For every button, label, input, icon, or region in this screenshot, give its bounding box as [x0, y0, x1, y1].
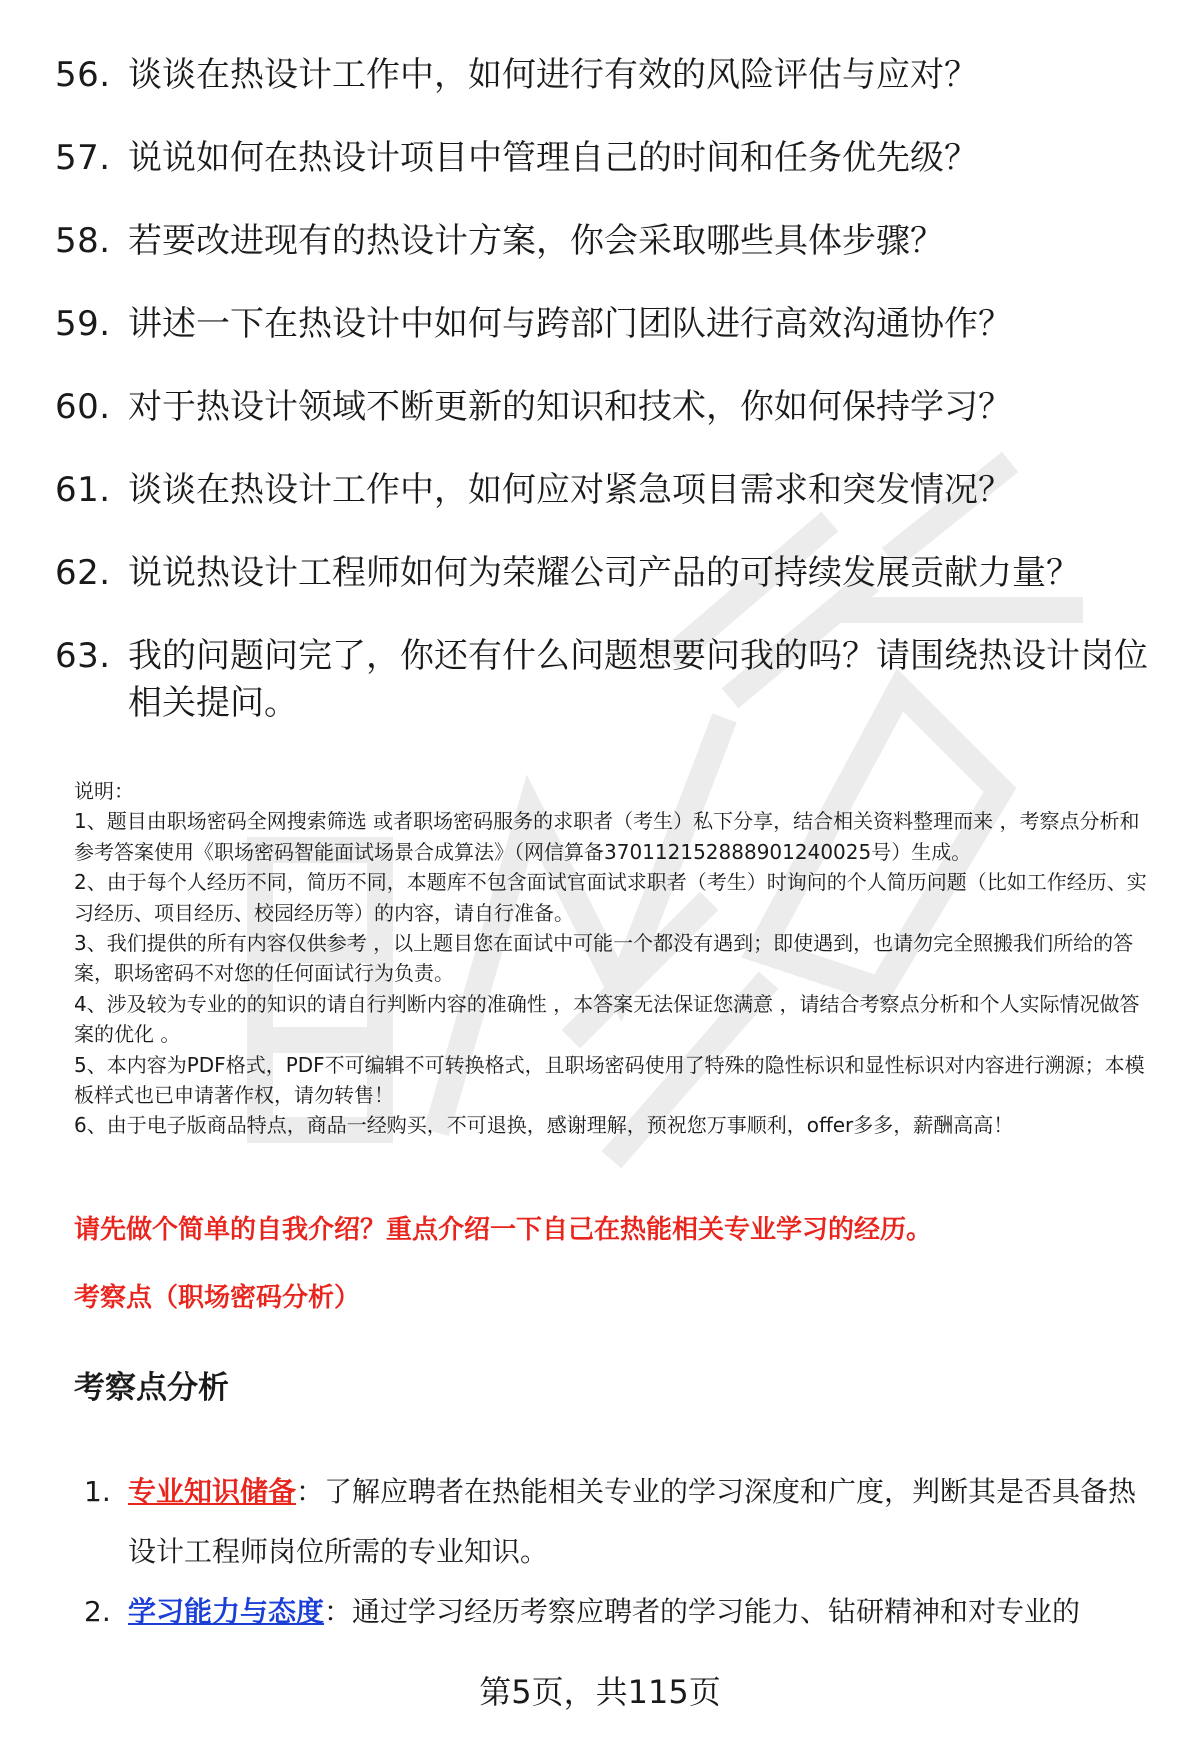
page-footer: 第5页，共115页 — [479, 1673, 721, 1711]
question-item — [55, 384, 1155, 431]
question-text: 说说如何在热设计项目中管理自己的时间和任务优先级？ — [128, 138, 978, 178]
question-item — [55, 135, 1155, 182]
question-text: 我的问题问完了，你还有什么问题想要问我的吗？请围绕热设计岗位相关提问。 — [128, 636, 1148, 723]
point-separator: ： — [296, 1475, 325, 1508]
question-number: 58. — [55, 221, 111, 261]
point-keyword: 专业知识储备 — [128, 1475, 297, 1508]
note-item: 3、我们提供的所有内容仅供参考 ，以上题目您在面试中可能一个都没有遇到；即使遇到，也请勿完全照搬我们所给的答案，职场密码不对您的任何面试行为负责。 — [74, 931, 1134, 986]
analysis-point — [84, 1462, 1154, 1582]
point-text: 通过学习经历考察应聘者的学习能力、钻研精神和对专业的 — [352, 1595, 1081, 1628]
question-number: 63. — [55, 636, 111, 676]
question-text: 谈谈在热设计工作中，如何进行有效的风险评估与应对？ — [128, 55, 978, 95]
question-item — [55, 633, 1155, 727]
note-item: 6、由于电子版商品特点，商品一经购买，不可退换，感谢理解，预祝您万事顺利，offer多多，薪酬高高！ — [74, 1113, 1014, 1138]
interview-question-heading: 请先做个简单的自我介绍？重点介绍一下自己在热能相关专业学习的经历。 — [74, 1215, 933, 1245]
question-item — [55, 301, 1155, 348]
point-body — [128, 1462, 1154, 1582]
question-text: 对于热设计领域不断更新的知识和技术，你如何保持学习？ — [128, 387, 1012, 427]
note-item: 2、由于每个人经历不同，简历不同，本题库不包含面试官面试求职者（考生）时询问的个人简历问题（比如工作经历、实习经历、项目经历、校园经历等）的内容，请自行准备。 — [74, 870, 1147, 925]
question-text: 谈谈在热设计工作中，如何应对紧急项目需求和突发情况？ — [128, 470, 1012, 510]
notes-title: 说明： — [74, 779, 134, 803]
question-item — [55, 467, 1155, 514]
point-text: 了解应聘者在热能相关专业的学习深度和广度，判断其是否具备热设计工程师岗位所需的专业知识。 — [128, 1475, 1137, 1568]
question-text: 说说热设计工程师如何为荣耀公司产品的可持续发展贡献力量？ — [128, 553, 1080, 593]
notes-block — [74, 776, 1154, 1141]
question-number: 62. — [55, 553, 111, 593]
note-item: 5、本内容为PDF格式，PDF不可编辑不可转换格式，且职场密码使用了特殊的隐性标识和显性标识对内容进行溯源；本模板样式也已申请著作权，请勿转售！ — [74, 1052, 1145, 1108]
point-keyword: 学习能力与态度 — [128, 1595, 325, 1628]
analysis-points — [84, 1462, 1154, 1642]
analysis-point — [84, 1582, 1154, 1642]
point-number: 1. — [84, 1475, 111, 1508]
question-item — [55, 550, 1155, 597]
question-number: 60. — [55, 387, 111, 427]
note-item: 4、涉及较为专业的的知识的请自行判断内容的准确性 ，本答案无法保证您满意 ，请结合考察点分析和个人实际情况做答案的优化 。 — [74, 991, 1140, 1047]
question-number: 56. — [55, 55, 111, 95]
note-item: 1、题目由职场密码全网搜索筛选 或者职场密码服务的求职者（考生）私下分享，结合相关资料整理而来 ，考察点分析和参考答案使用《职场密码智能面试场景合成算法》（网信算备370112152888901240025号）生成。 — [74, 809, 1140, 864]
analysis-label: 考察点（职场密码分析） — [74, 1283, 361, 1313]
question-text: 若要改进现有的热设计方案，你会采取哪些具体步骤？ — [128, 221, 944, 261]
point-body — [128, 1582, 1154, 1642]
point-number: 2. — [84, 1595, 111, 1628]
question-number: 57. — [55, 138, 111, 178]
question-number: 61. — [55, 470, 111, 510]
question-item — [55, 52, 1155, 99]
question-item — [55, 218, 1155, 265]
question-number: 59. — [55, 304, 111, 344]
question-text: 讲述一下在热设计中如何与跨部门团队进行高效沟通协作？ — [128, 304, 1012, 344]
question-list — [55, 52, 1155, 763]
point-separator: ： — [324, 1595, 353, 1628]
section-heading: 考察点分析 — [74, 1370, 229, 1406]
